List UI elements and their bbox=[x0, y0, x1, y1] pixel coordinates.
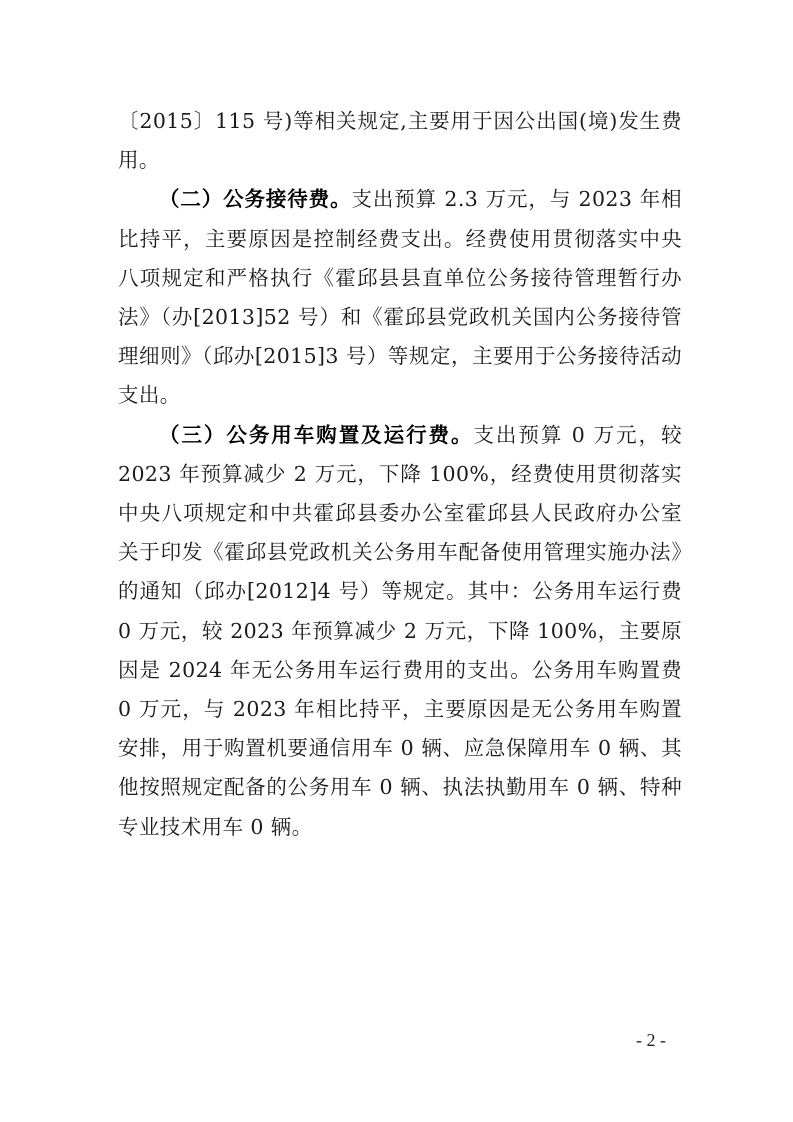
page-number: - 2 - bbox=[636, 1030, 666, 1050]
paragraph-continuation bbox=[118, 102, 682, 180]
section-heading: （三）公务用车购置及运行费。 bbox=[159, 422, 474, 447]
paragraph-text: 〔2015〕115 号)等相关规定,主要用于因公出国(境)发生费用。 bbox=[118, 109, 682, 173]
document-body bbox=[118, 102, 682, 847]
paragraph-reception-expenses bbox=[118, 180, 682, 415]
paragraph-text: 支出预算 0 万元，较 2023 年预算减少 2 万元，下降 100%，经费使用贯彻落实中央八项规定和中共霍邱县委办公室霍邱县人民政府办公室关于印发《霍邱县党政机关公务用车配备使用管理实施办法》的通知（邱办[2012]4 号）等规定。其中：公务用车运行费 0 万元，较 2023 年预算减少 2 万元，下降 100%，主要原因是 2024 年无公务用车运行费用的支出。公务用车购置费 0 万元，与 2023 年相比持平，主要原因是无公务用车购置安排，用于购置机要通信用车 0 辆、应急保障用车 0 辆、其他按照规定配备的公务用车 0 辆、执法执勤用车 0 辆、特种专业技术用车 0 辆。 bbox=[118, 422, 682, 839]
paragraph-text: 支出预算 2.3 万元，与 2023 年相比持平，主要原因是控制经费支出。经费使用贯彻落实中央八项规定和严格执行《霍邱县县直单位公务接待管理暂行办法》（办[2013]52 号）和《霍邱县党政机关国内公务接待管理细则》（邱办[2015]3 号）等规定，主要用于公务接待活动支出。 bbox=[118, 187, 682, 408]
paragraph-vehicle-expenses bbox=[118, 416, 682, 847]
section-heading: （二）公务接待费。 bbox=[159, 187, 352, 212]
